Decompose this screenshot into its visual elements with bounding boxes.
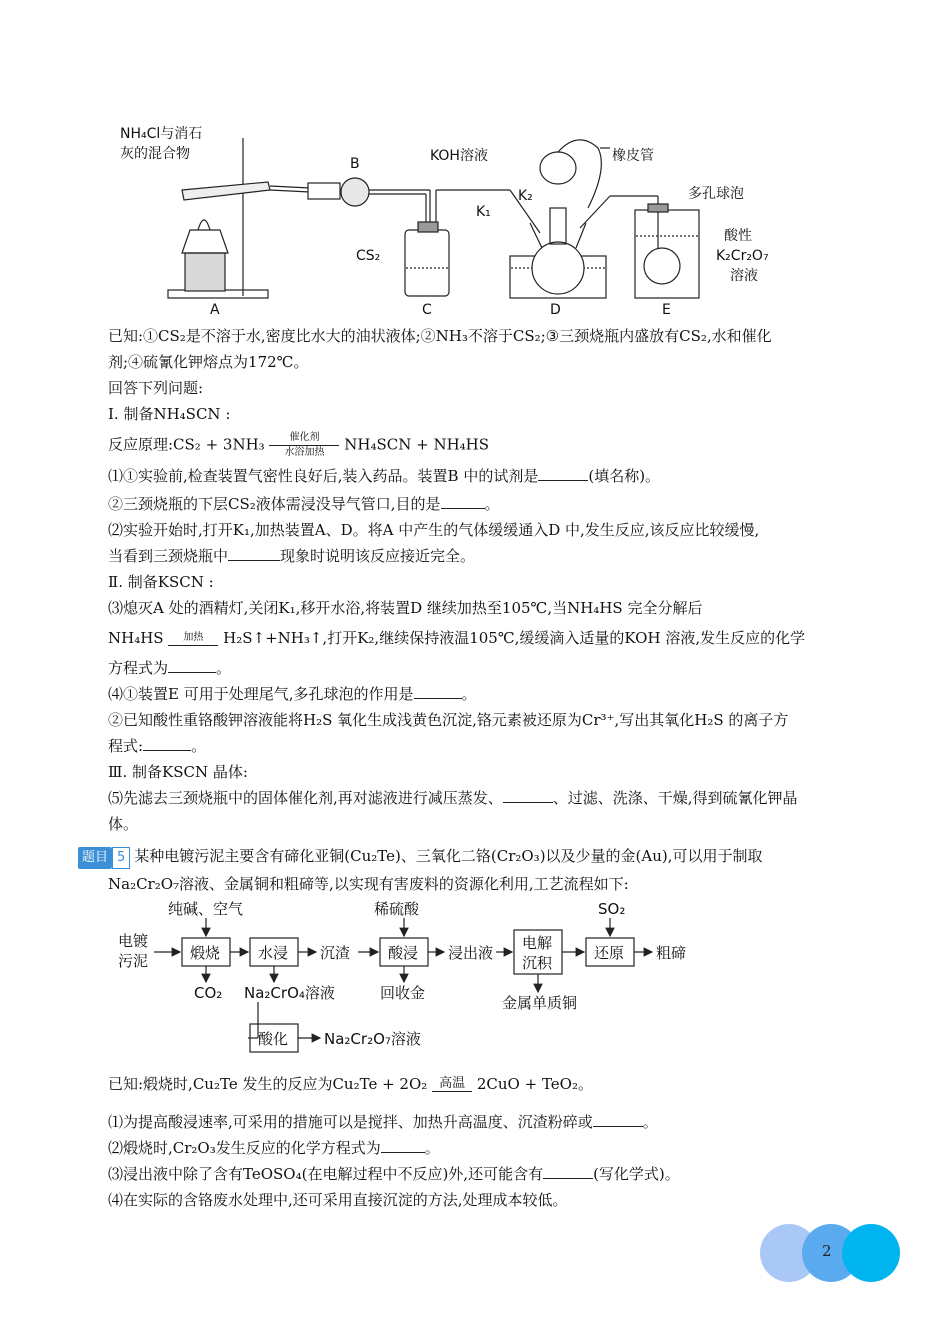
q5-line-1 — [108, 788, 798, 808]
label-K2: K₂ — [518, 188, 533, 204]
q5-q2-suffix: 。 — [424, 1139, 440, 1157]
step-leach: 水浸 — [258, 944, 289, 962]
calcine-condition — [432, 1075, 472, 1093]
reaction-left: 反应原理:CS₂ + 3NH₃ — [108, 435, 265, 454]
q3-line-1: ⑶熄灭A 处的酒精灯,关闭K₁,移开水浴,将装置D 继续加热至105℃,当NH₄HS 完全分解后 — [108, 599, 703, 617]
q5-q2-text: ⑵煅烧时,Cr₂O₃发生反应的化学方程式为 — [108, 1139, 381, 1157]
input-so2: SO₂ — [598, 900, 626, 918]
q5-q1-suffix: 。 — [642, 1113, 658, 1131]
calcine-right: 2CuO + TeO₂。 — [476, 1075, 593, 1093]
q5-q3-suffix: (写化学式)。 — [593, 1165, 680, 1183]
q4b-line-1: ②已知酸性重铬酸钾溶液能将H₂S 氧化生成浅黄色沉淀,铬元素被还原为Cr³⁺,写出其氧化H₂S 的离子方 — [108, 711, 789, 729]
step-acid-leach: 酸浸 — [388, 944, 419, 962]
q3-text: 方程式为 — [108, 659, 169, 677]
start-sludge-2: 污泥 — [118, 952, 149, 970]
intro-line-1: 某种电镀污泥主要含有碲化亚铜(Cu₂Te)、三氧化二铬(Cr₂O₃)以及少量的金(Au),可以用于制取 — [134, 847, 763, 865]
q2-line-2 — [108, 546, 475, 566]
q3-line-3 — [108, 658, 231, 678]
q4a-suffix: 。 — [461, 685, 477, 703]
condition-catalyst: 催化剂 — [289, 432, 320, 443]
step-electro-1: 电解 — [522, 934, 553, 952]
known-calcine — [108, 1074, 593, 1094]
output-na2cro4: Na₂CrO₄溶液 — [244, 984, 335, 1002]
q3-reactant: NH₄HS — [108, 629, 164, 647]
q5-line-2: 体。 — [108, 815, 139, 833]
label-C: C — [422, 302, 432, 318]
start-sludge-1: 电镀 — [118, 932, 149, 950]
q3-products: H₂S↑+NH₃↑,打开K₂,继续保持液温105℃,缓缓滴入适量的KOH 溶液,发生反应的化学 — [223, 629, 806, 647]
calcine-left: 已知:煅烧时,Cu₂Te 发生的反应为Cu₂Te + 2O₂ — [108, 1075, 428, 1093]
q1b-text: ②三颈烧瓶的下层CS₂液体需浸没导气管口,目的是 — [108, 495, 441, 513]
product-crude-te: 粗碲 — [656, 944, 687, 962]
residue: 沉渣 — [320, 944, 351, 962]
question5-intro — [78, 846, 763, 869]
reaction-principle — [108, 432, 489, 459]
q2-text: 当看到三颈烧瓶中 — [108, 547, 229, 565]
label-balls: 多孔球泡 — [688, 186, 744, 202]
label-cs2: CS₂ — [356, 248, 381, 264]
answer-blank[interactable] — [381, 1152, 425, 1153]
label-mixture-2: 灰的混合物 — [120, 146, 190, 162]
input-soda-air: 纯碱、空气 — [168, 900, 244, 918]
q4a — [108, 684, 477, 704]
input-dilute-acid: 稀硫酸 — [374, 900, 420, 918]
q1a-suffix: (填名称)。 — [588, 467, 661, 485]
label-acid-1: 酸性 — [724, 228, 752, 244]
answer-blank[interactable] — [593, 1126, 643, 1127]
q3-suffix: 。 — [216, 659, 232, 677]
q1b — [108, 494, 500, 514]
answer-blank[interactable] — [538, 480, 588, 481]
question-number: 5 — [112, 847, 130, 869]
answer-blank[interactable] — [414, 698, 462, 699]
answer-blank[interactable] — [228, 560, 280, 561]
badge-circle-dark — [842, 1224, 900, 1282]
known-line-2: 剂;④硫氰化钾熔点为172℃。 — [108, 353, 309, 371]
step-electro-2: 沉积 — [522, 954, 553, 972]
part1-heading: Ⅰ. 制备NH₄SCN : — [108, 405, 231, 423]
q5-suffix: 、过滤、洗涤、干燥,得到硫氰化钾晶 — [552, 789, 798, 807]
q5-q4: ⑷在实际的含铬废水处理中,还可采用直接沉淀的方法,处理成本较低。 — [108, 1191, 568, 1209]
reaction-condition — [269, 432, 339, 459]
q5-q1-text: ⑴为提高酸浸速率,可采用的措施可以是搅拌、加热升高温度、沉渣粉碎或 — [108, 1113, 593, 1131]
q5-q1 — [108, 1112, 658, 1132]
q1a-text: ⑴①实验前,检查装置气密性良好后,装入药品。装置B 中的试剂是 — [108, 467, 539, 485]
answer-blank[interactable] — [543, 1178, 593, 1179]
label-acid-3: 溶液 — [730, 268, 758, 284]
label-mixture-1: NH₄Cl与消石 — [120, 126, 203, 142]
answer-blank[interactable] — [441, 508, 485, 509]
part3-heading: Ⅲ. 制备KSCN 晶体: — [108, 763, 248, 781]
output-na2cr2o7: Na₂Cr₂O₇溶液 — [324, 1030, 421, 1048]
leachate: 浸出液 — [448, 944, 494, 962]
step-calcine: 煅烧 — [190, 944, 221, 962]
label-D: D — [550, 302, 561, 318]
q1b-suffix: 。 — [484, 495, 500, 513]
label-B: B — [350, 156, 360, 172]
q4a-text: ⑷①装置E 可用于处理尾气,多孔球泡的作用是 — [108, 685, 414, 703]
calcine-arrow — [432, 1091, 472, 1092]
page-number: 2 — [822, 1242, 832, 1260]
q3-cond-text: 加热 — [183, 631, 204, 643]
q2-line-1: ⑵实验开始时,打开K₁,加热装置A、D。将A 中产生的气体缓缓通入D 中,发生反应,该反应比较缓慢, — [108, 521, 760, 539]
label-A: A — [210, 302, 220, 318]
q5-q3-text: ⑶浸出液中除了含有TeOSO₄(在电解过程中不反应)外,还可能含有 — [108, 1165, 544, 1183]
output-copper: 金属单质铜 — [502, 994, 578, 1012]
condition-arrow — [269, 445, 339, 446]
q5-q2 — [108, 1138, 440, 1158]
answer-blank[interactable] — [168, 672, 216, 673]
q4b-text: 程式: — [108, 737, 144, 755]
page-number-badge — [760, 1220, 900, 1284]
known-line-1: 已知:①CS₂是不溶于水,密度比水大的油状液体;②NH₃不溶于CS₂;③三颈烧瓶内盛放有CS₂,水和催化 — [108, 327, 772, 345]
condition-heating: 水浴加热 — [284, 447, 325, 458]
q4b-suffix: 。 — [191, 737, 207, 755]
apparatus-diagram — [110, 118, 830, 318]
q3-cond-arrow — [168, 645, 218, 646]
label-tube: 橡皮管 — [612, 148, 654, 164]
answer-blank[interactable] — [143, 750, 191, 751]
reaction-right: NH₄SCN + NH₄HS — [344, 435, 490, 454]
q2-suffix: 现象时说明该反应接近完全。 — [280, 547, 476, 565]
q5-text: ⑸先滤去三颈烧瓶中的固体催化剂,再对滤液进行减压蒸发、 — [108, 789, 503, 807]
step-reduce: 还原 — [594, 944, 625, 962]
question-tag: 题目 — [78, 847, 112, 869]
q1a — [108, 466, 660, 486]
label-K1: K₁ — [476, 204, 491, 220]
output-gold: 回收金 — [380, 984, 426, 1002]
output-co2: CO₂ — [194, 984, 223, 1002]
part2-heading: Ⅱ. 制备KSCN : — [108, 573, 214, 591]
intro-line-2: Na₂Cr₂O₇溶液、金属铜和粗碲等,以实现有害废料的资源化利用,工艺流程如下: — [108, 875, 629, 893]
step-acidify: 酸化 — [258, 1030, 289, 1048]
label-E: E — [662, 302, 671, 318]
answer-prompt: 回答下列问题: — [108, 379, 204, 397]
label-acid-2: K₂Cr₂O₇ — [716, 248, 769, 264]
process-flowchart — [108, 898, 687, 1068]
calcine-cond-text: 高温 — [439, 1075, 466, 1091]
label-koh: KOH溶液 — [430, 148, 488, 164]
q4b-line-2 — [108, 736, 206, 756]
q3-condition — [168, 632, 218, 647]
q3-line-2 — [108, 628, 805, 648]
q5-q3 — [108, 1164, 680, 1184]
answer-blank[interactable] — [503, 802, 553, 803]
